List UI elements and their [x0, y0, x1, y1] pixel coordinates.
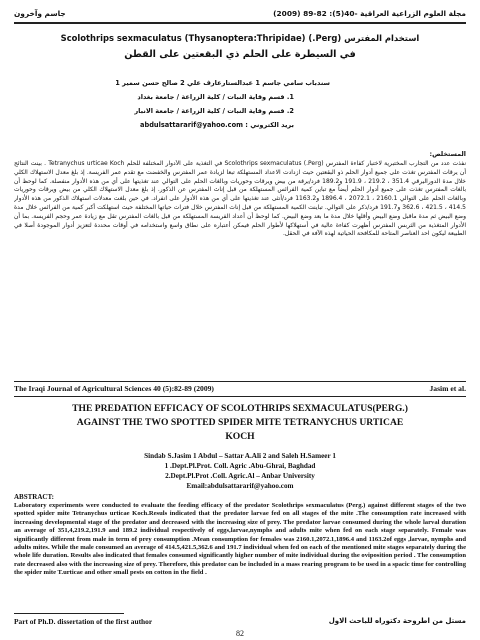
english-title-line-2: AGAINST THE TWO SPOTTED SPIDER MITE TETRANYCHUS URTICAE — [76, 417, 404, 428]
arabic-author-names: سندباب سامي جاسم 1 عبدالستارعارف علي 2 صالح حسن سمير 1 — [115, 79, 330, 87]
arabic-affiliation-2: 2. قسم وقاية النبات / كلية الزراعة / جامعة الانبار — [134, 107, 294, 115]
footnote-english: Part of Ph.D. dissertation of the first author — [14, 617, 153, 626]
english-affiliation-1: 1 .Dept.Pl.Prot. Coll. Agric .Abu-Ghrai, Baghdad — [164, 462, 316, 470]
english-header-rule-top — [14, 381, 466, 382]
header-rule — [14, 22, 466, 24]
arabic-abstract-heading: المستخلص: — [429, 150, 466, 158]
arabic-title-line-1: استخدام المفترس (Perg.) Scolothrips sexmaculatus (Thysanoptera:Thripidae) — [60, 33, 420, 43]
page-number: 82 — [236, 629, 244, 638]
english-header-rule-bottom — [14, 396, 466, 397]
english-abstract-heading: ABSTRACT: — [14, 493, 54, 501]
arabic-affiliation-1: 1. قسم وقاية النبات / كلية الزراعة / جامعة بغداد — [137, 93, 294, 101]
arabic-email: بريد الكتروني : abdulsattararif@yahoo.com — [140, 121, 294, 129]
footnote-rule — [14, 613, 124, 614]
english-author-header: Jasim et al. — [429, 384, 466, 393]
english-author-names: Sindab S.Jasim 1 Abdul – Sattar A.Ali 2 and Saleh H.Sameer 1 — [144, 452, 336, 460]
english-affiliation-2: 2.Dept.Pl.Prot .Coll. Agric.Al – Anbar University — [165, 472, 315, 480]
english-email: Email:abdulsattararif@yahoo.com — [186, 482, 294, 490]
journal-header-arabic: مجلة العلوم الزراعية العراقية -40(5): 82-89 (2009) — [273, 9, 466, 18]
arabic-title-line-2: في السيطرة على الحلم ذي البقعتين على القطن — [124, 49, 356, 60]
english-journal-header: The Iraqi Journal of Agricultural Sciences 40 (5):82-89 (2009) — [14, 384, 214, 393]
arabic-abstract-body: نفذت عدد من التجارب المختبرية لاختبار كفاءة المفترس (Perg.) Scolothrips sexmaculatus في التغذية على الأدوار المختلفة للحلم Tetranychus urticae Koch . بينت النتائج أن يرقات المفترس تغذت على جميع أدوار الحلم ذو البقعتين حيث ازدادت الاعداد المستهلكة تبعا لزيادة عمر المفترس والخفضت مع تقدم عمر الفريسة. إذ بلغ معدل الاستهلاك الكلي خلال مدة الدوراليرقي 351.4 ، 219.2 ، 191.9 و189.2 فرد/يرقة من بيض ويرقات وحوريات وبالغات الحلم على التوالي عند تغذيتها على أي من هذه الأدوار منفصلة. كما لوحظ أن بالغات المفترس تغذت على جميع أدوار الحلم أيضاً مع تباين كمية الفرائس المستهلكة من قبل إناث المفترس عن الذكور. إذ بلغ معدل الاستهلاك الكلي من بيض ويرقات وحوريات وبالغات الحلم على التوالي 2160.1 ، 2072.1 ، 1896.4 و1163.2 فرد/أنثى عند تغذيتها على أي من هذه الأدوار على انفراد. في حين بلغت معدلات استهلاك الذكور من هذه الأدوار 414.5 ، 421.5 ، 362.6 و191.7 فرد/ذكر على التوالي. تباينت الكمية المستهلكة من قبل إناث المفترس خلال فترات حياتها المختلفة حيث استهلكت أكبر كمية من الفرائس خلال مدة وضع البيض ثم مدة ماقبل وضع البيض وأقلها خلال مدة ما بعد وضع البيض. كما لوحظ أن أعداد الفريسة المستهلكة من قبل بالغات المفترس تقل مع زيادة عمر وحجم الفريسة. بما أن الأدوار المتغذية من الثربس المفترس أظهرت كفاءة عالية في أستهلاكها لأطوار الحلم فيمكن أعتباره على نطاق واسع واستخدامه في أوقات محددة لتعزيز أدوار الموجودة أصلا في الطبيعة ليكون احد العناصر المتاحة للمكافحة الحياتية لهذه الآفة في الحقل. — [14, 160, 466, 238]
english-title-line-3: KOCH — [225, 431, 255, 442]
english-abstract-body: Laboratory experiments were conducted to evaluate the feeding efficacy of the predator Scolothrips sexmaculatus (Perg.) against different stages of the two spotted spider mite Tetranychus urticae Koch.Resuls indicated that the predator larvae fed on all stages of the mite .The consumption rate increased with increasing developmental stage of the predator and decreased with the increasing size of prey. The predator larvae consumed during the whole larval duration an average of 351,4,219.2,191.9 and 189.2 individual respectively of eggs,larvae,nymphs and adults mite when fed on each stage separately. Female was significantly different from male in term of prey consumption .Mean consumption for females was 2160.1,2072.1,1896.4 and 1163.2of eggs ,larvae, nymphs and adults mites. While the male consumed an average of 414.5,421.5,362.6 and 191.7 individual when fed on each of the mentioned mite stages separately during the whole life duration. Results also indicated that females consumed significantly higher number of mite individual during the oviposition period . The consumption rate decreased also with the increasing size of prey. Therefore, this predator can be included in a mass rearing program to be used in a spacic time for controlling the spider mite T.urticae and other small pests on cotton in the field . — [14, 502, 466, 577]
english-title-line-1: THE PREDATION EFFICACY OF SCOLOTHRIPS SEXMACULATUS(PERG.) — [72, 403, 408, 414]
footnote-arabic: مستل من اطروحة دكتوراه للباحث الاول — [328, 617, 466, 625]
author-header-arabic: جاسم وآخرون — [14, 9, 66, 18]
